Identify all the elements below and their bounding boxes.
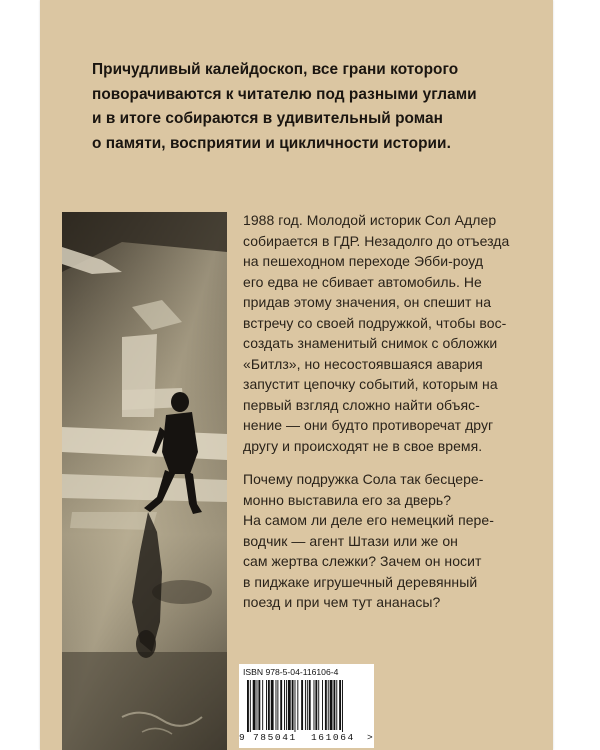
barcode-bar	[257, 680, 258, 730]
description-line: встречу со своей подружкой, чтобы вос-	[243, 314, 507, 331]
barcode-bar	[336, 680, 337, 730]
barcode-bar	[295, 680, 296, 732]
barcode-bar	[247, 680, 249, 732]
description-line: сам жертва слежки? Зачем он носит	[243, 553, 482, 569]
isbn-barcode	[239, 664, 374, 748]
barcode-digit-first: 9	[239, 732, 245, 743]
description-line: поезд и при чем тут ананасы?	[243, 594, 441, 610]
barcode-bar	[333, 680, 335, 730]
barcode-bar	[309, 680, 311, 730]
barcode-bar	[268, 680, 270, 730]
barcode-bar	[250, 680, 251, 732]
barcode-digits-left: 785041	[253, 732, 297, 743]
description-line: придав этому значения, он спешит на	[243, 294, 492, 310]
description-line: создать знаменитый снимок с обложки	[243, 335, 498, 351]
tagline	[92, 58, 532, 156]
barcode-bar	[315, 680, 317, 730]
description-line: водчик — агент Штази или же он	[243, 532, 458, 549]
description-line: запустит цепочку событий, которым на	[243, 376, 498, 392]
barcode-bar	[280, 680, 282, 730]
book-description	[243, 210, 553, 613]
description-line: другу и происходят не в свое время.	[243, 437, 483, 454]
paragraph-gap	[243, 456, 553, 469]
barcode-digit-end: >	[367, 732, 373, 743]
barcode-bar	[284, 680, 285, 730]
barcode-bar	[330, 680, 333, 730]
description-line: первый взгляд сложно найти объяс-	[243, 396, 480, 413]
isbn-label: ISBN 978-5-04-116106-4	[243, 667, 339, 677]
description-line: Почему подружка Сола так бесцере-	[243, 471, 484, 487]
barcode-bar	[328, 680, 329, 730]
crosswalk-photo-illustration	[62, 212, 227, 750]
barcode-bar	[266, 680, 267, 730]
barcode-bar	[305, 680, 306, 730]
tagline-line: и в итоге собираются в удивительный роман	[92, 110, 443, 127]
back-cover	[40, 0, 553, 750]
description-line: на пешеходном переходе Эбби-роуд	[243, 253, 484, 269]
description-line: 1988 год. Молодой историк Сол Адлер	[243, 212, 497, 228]
description-line: нение — они будто противоречат друг	[243, 417, 494, 433]
barcode-bar	[314, 680, 315, 730]
tagline-line: поворачиваются к читателю под разными углами	[92, 85, 477, 103]
barcode-bars	[245, 680, 368, 732]
barcode-bar	[339, 680, 341, 730]
barcode-bar	[318, 680, 319, 730]
cover-photo-walking-figure	[62, 212, 227, 750]
tagline-line: Причудливый калейдоскоп, все грани которого	[92, 61, 459, 78]
description-line: монно выставила его за дверь?	[243, 491, 452, 508]
description-line: его едва не сбивает автомобиль. Не	[243, 273, 482, 290]
description-line: собирается в ГДР. Незадолго до отъезда	[243, 232, 510, 249]
description-line: в пиджаке игрушечный деревянный	[243, 573, 478, 590]
description-line: «Битлз», но несостоявшаяся авария	[243, 355, 483, 372]
barcode-bar	[325, 680, 327, 730]
barcode-bar	[286, 680, 287, 730]
barcode-bar	[322, 680, 323, 730]
tagline-line: о памяти, восприятии и цикличности истории.	[92, 134, 451, 152]
barcode-bar	[292, 680, 294, 730]
barcode-bar	[307, 680, 308, 730]
barcode-bar	[253, 680, 256, 730]
description-line: На самом ли деле его немецкий пере-	[243, 512, 494, 528]
barcode-bar	[258, 680, 260, 730]
barcode-bar	[271, 680, 274, 730]
barcode-bar	[277, 680, 278, 730]
barcode-bar	[262, 680, 263, 730]
barcode-bar	[276, 680, 277, 730]
barcode-bar	[297, 680, 298, 730]
barcode-bar	[301, 680, 303, 730]
barcode-bar	[342, 680, 343, 732]
barcode-digits-right: 161064	[311, 732, 355, 743]
barcode-bar	[288, 680, 291, 730]
